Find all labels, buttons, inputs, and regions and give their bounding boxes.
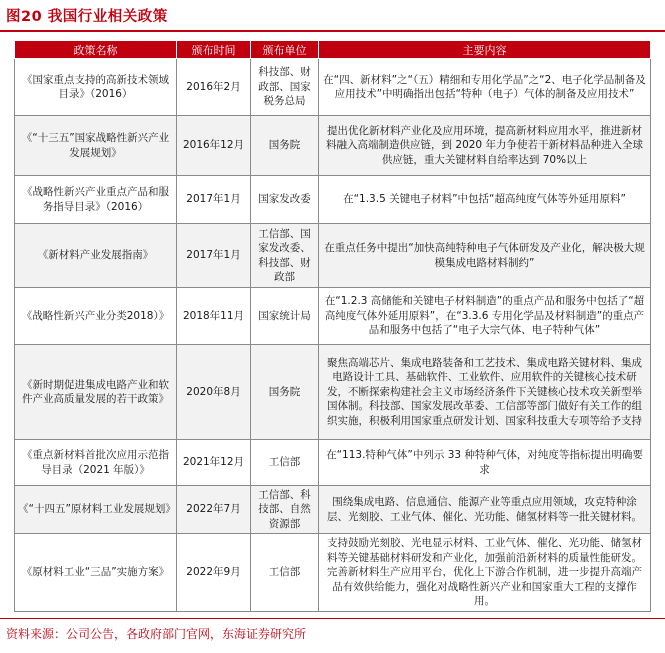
issuer-cell: 国务院 (251, 116, 319, 176)
policy-name-cell: 《重点新材料首批次应用示范指导目录（2021 年版）》 (15, 440, 177, 486)
content-cell: 聚焦高端芯片、集成电路装备和工艺技术、集成电路关键材料、集成电路设计工具、基础软件、工业软件、应用软件的关键核心技术研发，不断探索构建社会主义市场经济条件下关键核心技术攻关新型举国体制。科技部、国家发展改革委、工信部等部门做好有关工作的组织实施，积极利用国家重点研发计划、国家科技重大专项等给予支持 (319, 345, 651, 440)
header-issue-date: 颁布时间 (177, 41, 251, 59)
table-row (15, 288, 651, 345)
content-cell: 在“四、新材料”之“（五）精细和专用化学品”之“2、电子化学品制备及应用技术”中明确指出包括“特种（电子）气体的制备及应用技术” (319, 59, 651, 116)
figure-title-text: 我国行业相关政策 (47, 9, 168, 25)
title-divider (0, 30, 665, 32)
issuer-cell: 工信部、科技部、自然资源部 (251, 486, 319, 534)
policy-table (14, 40, 651, 612)
table-row (15, 176, 651, 224)
issuer-cell: 国家统计局 (251, 288, 319, 345)
policy-name-cell: 《原材料工业“三品”实施方案》 (15, 534, 177, 612)
table-row (15, 59, 651, 116)
table-row (15, 440, 651, 486)
issuer-cell: 科技部、财政部、国家税务总局 (251, 59, 319, 116)
table-row (15, 116, 651, 176)
figure-title (6, 6, 168, 28)
policy-name-cell: 《新时期促进集成电路产业和软件产业高质量发展的若干政策》 (15, 345, 177, 440)
issue-date-cell: 2018年11月 (177, 288, 251, 345)
table-row (15, 224, 651, 288)
issuer-cell: 国务院 (251, 345, 319, 440)
policy-name-cell: 《国家重点支持的高新技术领域目录》（2016） (15, 59, 177, 116)
content-cell: 围绕集成电路、信息通信、能源产业等重点应用领域，攻克特种涂层、光刻胶、工业气体、催化、光功能、储氢材料等一批关键材料。 (319, 486, 651, 534)
issuer-cell: 国家发改委 (251, 176, 319, 224)
issue-date-cell: 2021年12月 (177, 440, 251, 486)
policy-name-cell: 《战略性新兴产业分类2018）》 (15, 288, 177, 345)
issue-date-cell: 2017年1月 (177, 176, 251, 224)
table-row (15, 486, 651, 534)
source-note: 资料来源：公司公告，各政府部门官网，东海证券研究所 (6, 627, 307, 641)
policy-name-cell: 《新材料产业发展指南》 (15, 224, 177, 288)
policy-name-cell: 《“十四五”原材料工业发展规划》 (15, 486, 177, 534)
issue-date-cell: 2022年7月 (177, 486, 251, 534)
issuer-cell: 工信部 (251, 534, 319, 612)
table-row (15, 534, 651, 612)
issue-date-cell: 2016年2月 (177, 59, 251, 116)
header-main-content: 主要内容 (319, 41, 651, 59)
issue-date-cell: 2020年8月 (177, 345, 251, 440)
policy-name-cell: 《战略性新兴产业重点产品和服务指导目录》（2016） (15, 176, 177, 224)
issue-date-cell: 2022年9月 (177, 534, 251, 612)
table-header-row (15, 41, 651, 59)
issue-date-cell: 2017年1月 (177, 224, 251, 288)
content-cell: 在“1.3.5 关键电子材料”中包括“超高纯度气体等外延用原料” (319, 176, 651, 224)
footer-divider (0, 618, 665, 619)
header-issuer: 颁布单位 (251, 41, 319, 59)
figure-label: 图20 (6, 9, 43, 25)
issuer-cell: 工信部、国家发改委、科技部、财政部 (251, 224, 319, 288)
issue-date-cell: 2016年12月 (177, 116, 251, 176)
header-policy-name: 政策名称 (15, 41, 177, 59)
issuer-cell: 工信部 (251, 440, 319, 486)
policy-name-cell: 《“十三五”国家战略性新兴产业发展规划》 (15, 116, 177, 176)
content-cell: 支持鼓励光刻胶、光电显示材料、工业气体、催化、光功能、储氢材料等关键基础材料研发和产业化，加强前沿新材料的质量性能研发。完善新材料生产应用平台，优化上下游合作机制，进一步提升高端产品有效供给能力，强化对战略性新兴产业和国家重大工程的支撑作用。 (319, 534, 651, 612)
content-cell: 提出优化新材料产业化及应用环境，提高新材料应用水平，推进新材料融入高端制造供应链，到 2020 年力争使若干新材料品种进入全球供应链，重大关键材料自给率达到 70%以上 (319, 116, 651, 176)
table-row (15, 345, 651, 440)
content-cell: 在重点任务中提出“加快高纯特种电子气体研发及产业化，解决极大规模集成电路材料制约” (319, 224, 651, 288)
content-cell: 在“113.特种气体”中列示 33 种特种气体，对纯度等指标提出明确要求 (319, 440, 651, 486)
content-cell: 在“1.2.3 高储能和关键电子材料制造”的重点产品和服务中包括了“超高纯度气体外延用原料”，在“3.3.6 专用化学品及材料制造”的重点产品和服务中包括了“电子大宗气体、电子特种气体” (319, 288, 651, 345)
